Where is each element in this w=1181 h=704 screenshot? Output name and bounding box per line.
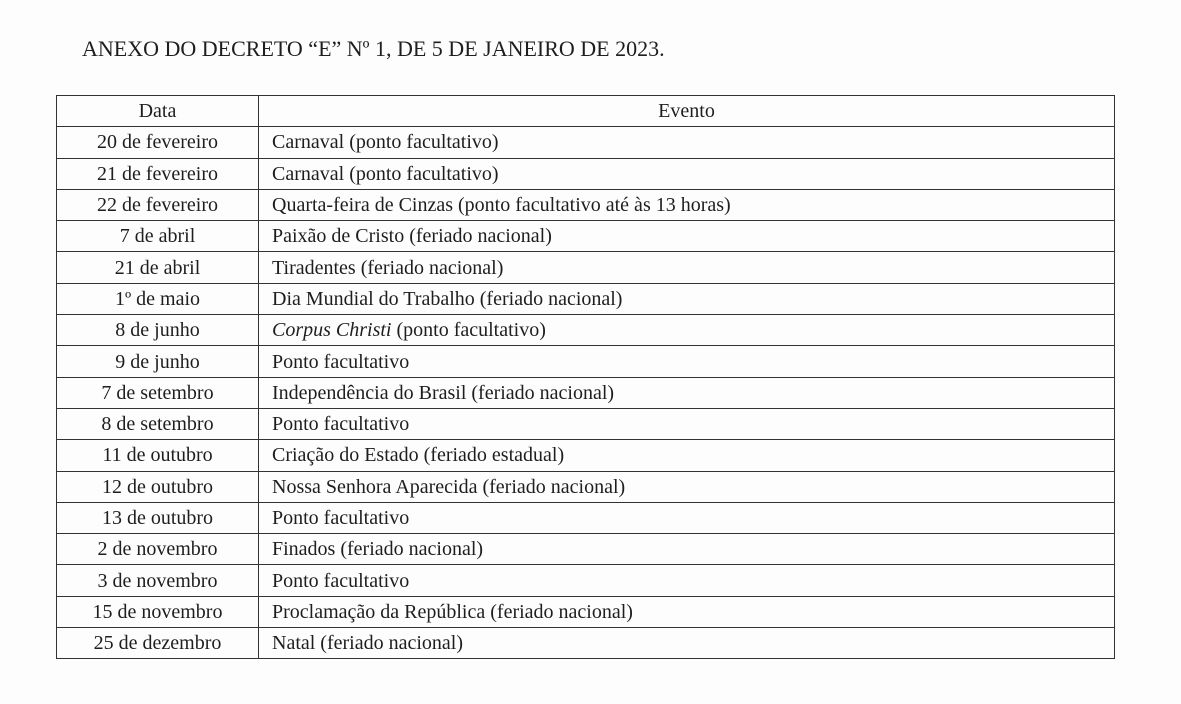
date-cell: 21 de fevereiro bbox=[57, 158, 259, 189]
column-header-date: Data bbox=[57, 96, 259, 127]
date-cell: 2 de novembro bbox=[57, 534, 259, 565]
event-cell: Dia Mundial do Trabalho (feriado nacional) bbox=[259, 283, 1115, 314]
date-cell: 8 de junho bbox=[57, 315, 259, 346]
date-cell: 7 de setembro bbox=[57, 377, 259, 408]
date-cell: 8 de setembro bbox=[57, 408, 259, 439]
table-row bbox=[57, 534, 1115, 565]
date-cell: 11 de outubro bbox=[57, 440, 259, 471]
table-header-row bbox=[57, 96, 1115, 127]
event-cell: Ponto facultativo bbox=[259, 565, 1115, 596]
table-row bbox=[57, 189, 1115, 220]
table-row bbox=[57, 628, 1115, 659]
table-row bbox=[57, 283, 1115, 314]
event-cell bbox=[259, 315, 1115, 346]
event-cell: Finados (feriado nacional) bbox=[259, 534, 1115, 565]
table-row bbox=[57, 346, 1115, 377]
event-cell: Carnaval (ponto facultativo) bbox=[259, 158, 1115, 189]
event-cell: Natal (feriado nacional) bbox=[259, 628, 1115, 659]
date-cell: 20 de fevereiro bbox=[57, 127, 259, 158]
date-cell: 25 de dezembro bbox=[57, 628, 259, 659]
table-row bbox=[57, 221, 1115, 252]
table-row bbox=[57, 440, 1115, 471]
table-row bbox=[57, 158, 1115, 189]
event-cell: Carnaval (ponto facultativo) bbox=[259, 127, 1115, 158]
date-cell: 21 de abril bbox=[57, 252, 259, 283]
date-cell: 7 de abril bbox=[57, 221, 259, 252]
event-text: (ponto facultativo) bbox=[391, 319, 546, 342]
table-row bbox=[57, 471, 1115, 502]
event-cell: Paixão de Cristo (feriado nacional) bbox=[259, 221, 1115, 252]
date-cell: 22 de fevereiro bbox=[57, 189, 259, 220]
event-cell: Proclamação da República (feriado nacional) bbox=[259, 596, 1115, 627]
event-cell: Independência do Brasil (feriado nacional) bbox=[259, 377, 1115, 408]
holiday-table bbox=[56, 95, 1115, 659]
event-cell: Ponto facultativo bbox=[259, 408, 1115, 439]
date-cell: 15 de novembro bbox=[57, 596, 259, 627]
table-row bbox=[57, 565, 1115, 596]
date-cell: 3 de novembro bbox=[57, 565, 259, 596]
table-row bbox=[57, 502, 1115, 533]
event-cell: Nossa Senhora Aparecida (feriado nacional) bbox=[259, 471, 1115, 502]
event-cell: Quarta-feira de Cinzas (ponto facultativo até às 13 horas) bbox=[259, 189, 1115, 220]
date-cell: 13 de outubro bbox=[57, 502, 259, 533]
table-row bbox=[57, 377, 1115, 408]
document-title: ANEXO DO DECRETO “E” Nº 1, DE 5 DE JANEIRO DE 2023. bbox=[82, 36, 665, 61]
date-cell: 1º de maio bbox=[57, 283, 259, 314]
event-cell: Ponto facultativo bbox=[259, 346, 1115, 377]
table-row bbox=[57, 315, 1115, 346]
table-row bbox=[57, 408, 1115, 439]
event-cell: Criação do Estado (feriado estadual) bbox=[259, 440, 1115, 471]
event-cell: Tiradentes (feriado nacional) bbox=[259, 252, 1115, 283]
table-row bbox=[57, 252, 1115, 283]
event-cell: Ponto facultativo bbox=[259, 502, 1115, 533]
event-italic-text: Corpus Christi bbox=[272, 319, 392, 342]
date-cell: 9 de junho bbox=[57, 346, 259, 377]
table-row bbox=[57, 596, 1115, 627]
column-header-event: Evento bbox=[259, 96, 1115, 127]
table-row bbox=[57, 127, 1115, 158]
date-cell: 12 de outubro bbox=[57, 471, 259, 502]
